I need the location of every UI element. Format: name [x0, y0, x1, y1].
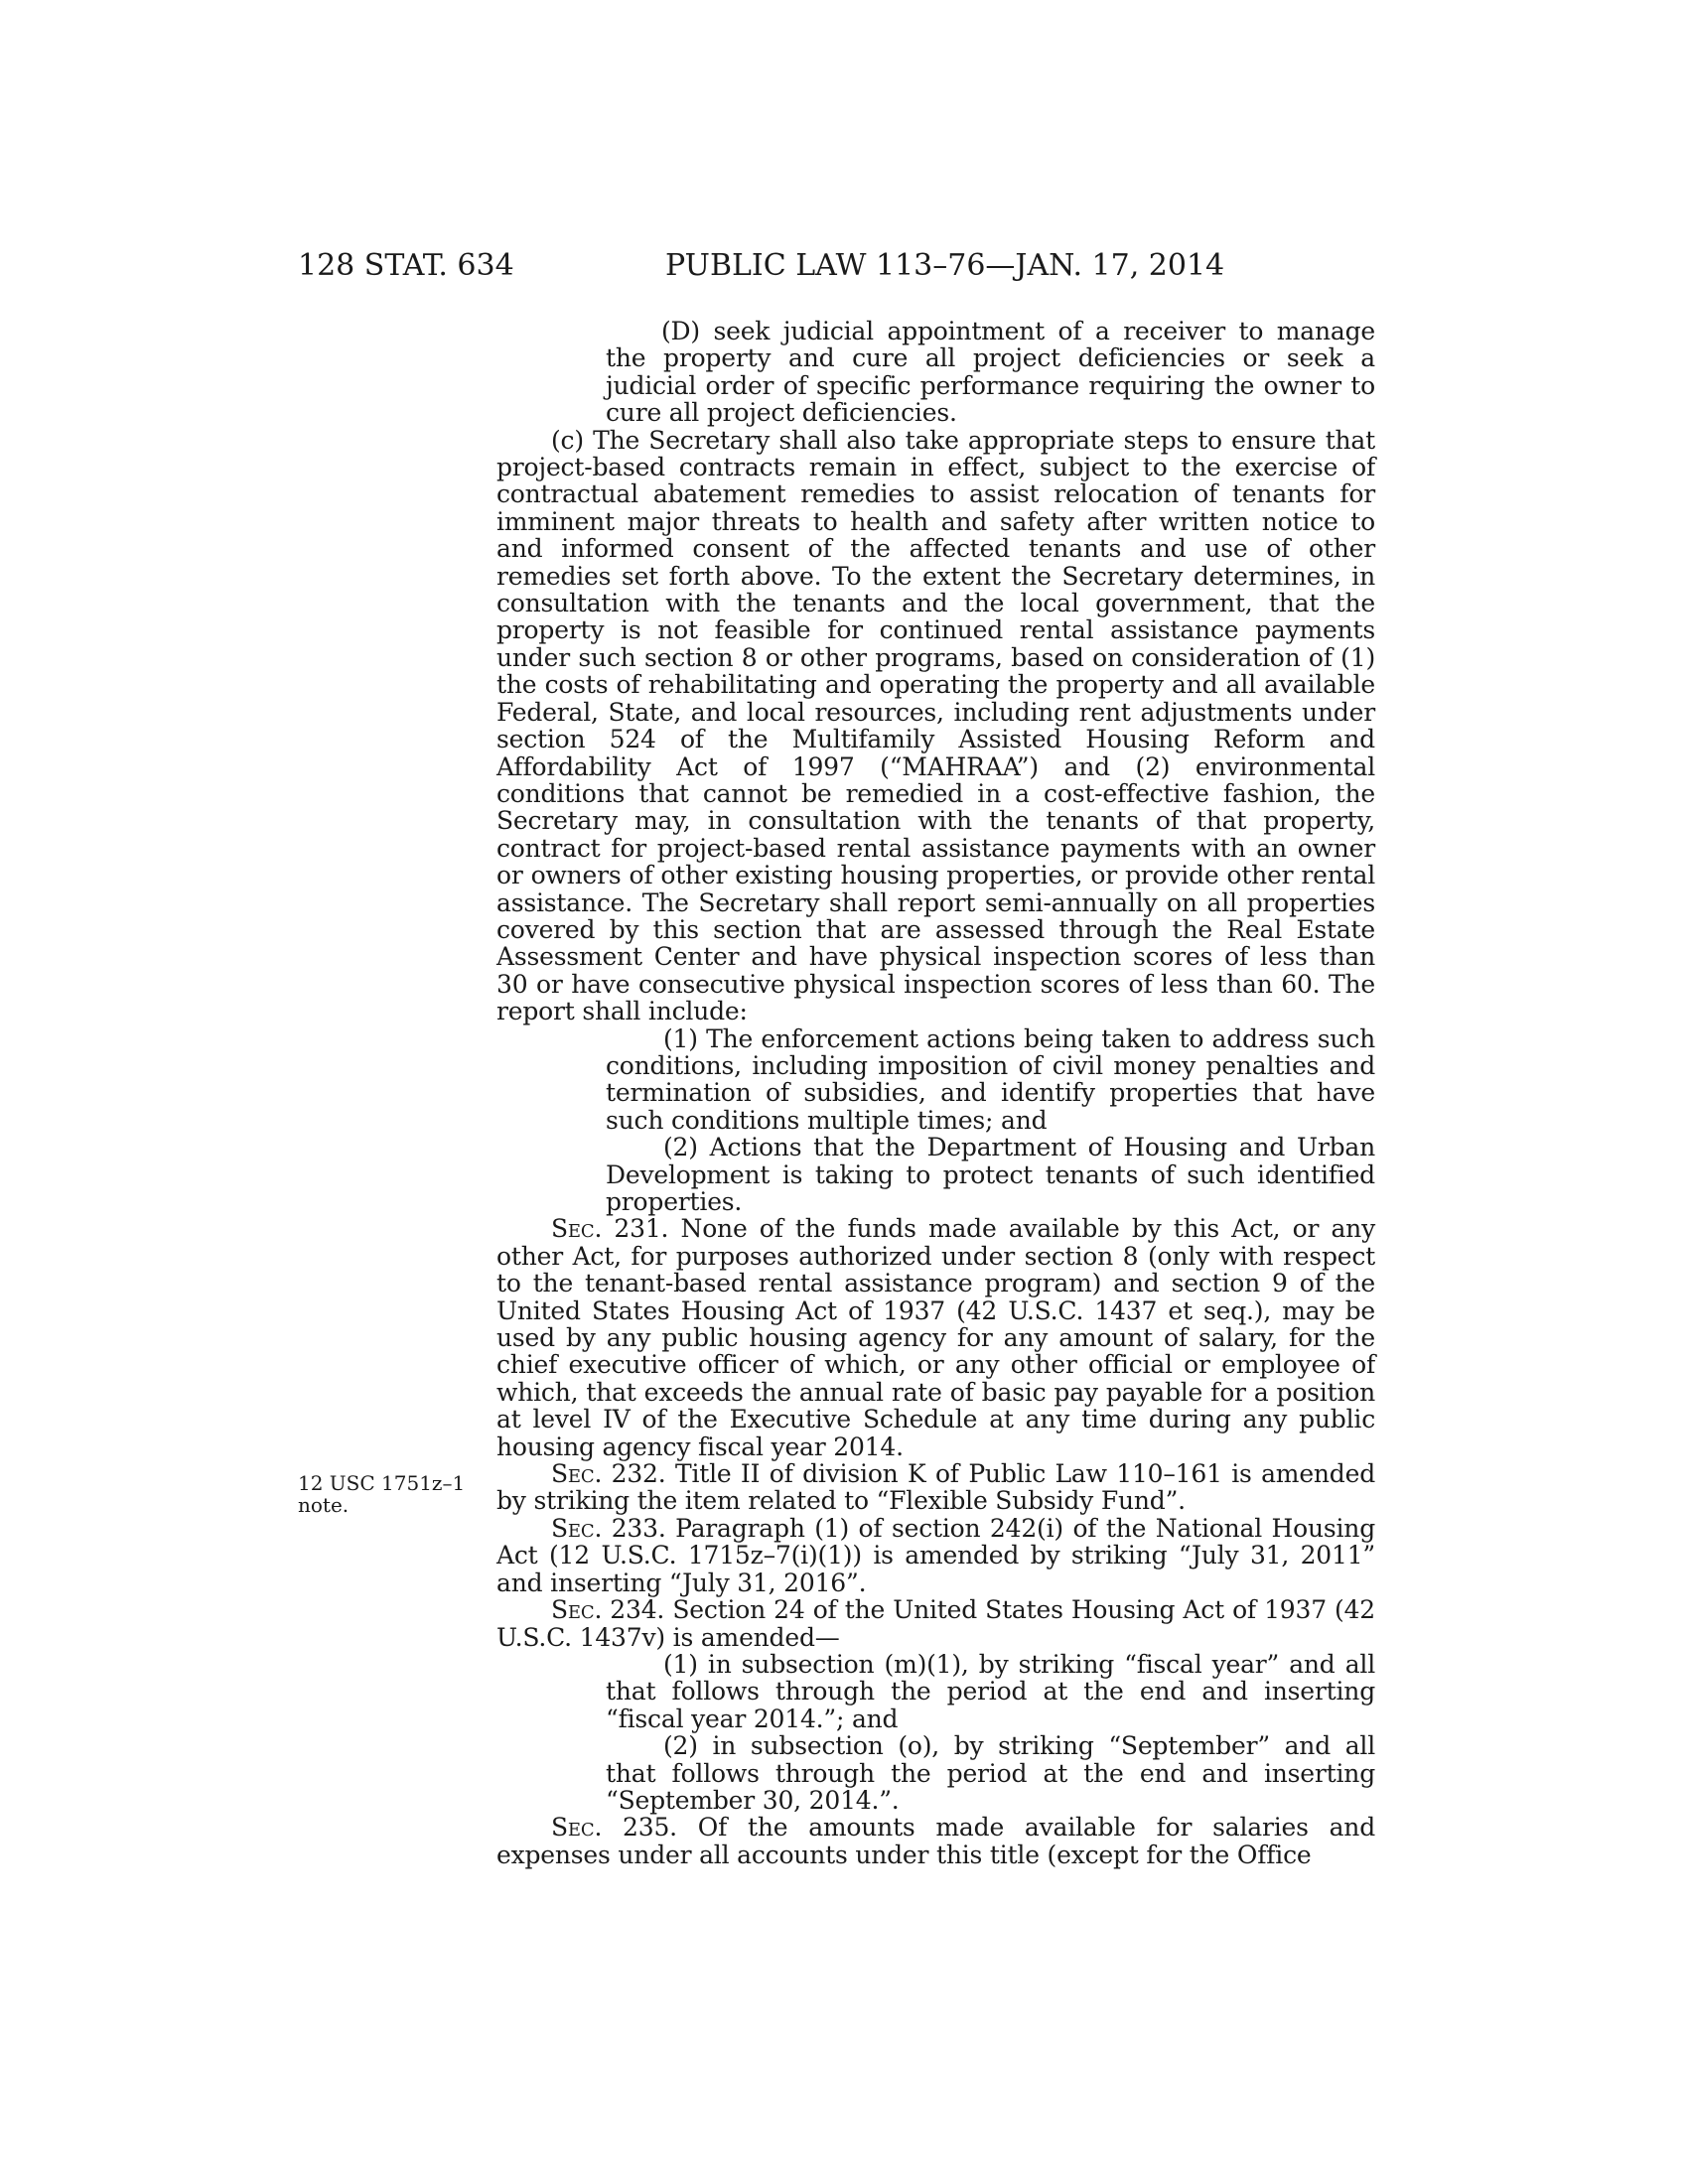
section-235-label: Sec. 235.: [551, 1813, 677, 1843]
section-233: [496, 1515, 1375, 1596]
section-234: [496, 1596, 1375, 1651]
margin-note-usc-citation: [298, 1472, 477, 1516]
statute-page-reference: 128 STAT. 634: [298, 248, 514, 283]
section-232-label: Sec. 232.: [551, 1459, 666, 1489]
paragraph-c: (c) The Secretary shall also take appropriate steps to ensure that project-based contracts remain in effect, subject to the exercise of contractual abatement remedies to assist relocation of tenants for imminent major threats to health and safety after written notice to and informed consent of the affected tenants and use of other remedies set forth above. To the extent the Secretary determines, in consultation with the tenants and the local government, that the property is not feasible for continued rental assistance payments under such section 8 or other programs, based on consideration of (1) the costs of rehabilitating and operating the property and all available Federal, State, and local resources, including rent adjustments under section 524 of the Multifamily Assisted Housing Reform and Affordability Act of 1997 (“MAHRAA”) and (2) environmental conditions that cannot be remedied in a cost-effective fashion, the Secretary may, in consultation with the tenants of that property, contract for project-based rental assistance payments with an owner or owners of other existing housing properties, or provide other rental assistance. The Secretary shall report semi-annually on all properties covered by this section that are assessed through the Real Estate Assessment Center and have physical inspection scores of less than 30 or have consecutive physical inspection scores of less than 60. The report shall include:: [496, 425, 1375, 1026]
section-231-text: None of the funds made available by this Act, or any other Act, for purposes authorized under section 8 (only with respect to the tenant-based rental assistance program) and section 9 of the United States Housing Act of 1937 (42 U.S.C. 1437 et seq.), may be used by any public housing agency for any amount of salary, for the chief executive officer of which, or any other official or employee of which, that exceeds the annual rate of basic pay payable for a position at level IV of the Executive Schedule at any time during any public housing agency fiscal year 2014.: [496, 1214, 1376, 1461]
section-235-text: Of the amounts made available for salaries and expenses under all accounts under this title (except for the Office: [496, 1813, 1375, 1869]
section-234-item-1: (1) in subsection (m)(1), by striking “fiscal year” and all that follows through the period at the end and inserting “fiscal year 2014.”; and: [606, 1649, 1375, 1733]
section-232-text: Title II of division K of Public Law 110–161 is amended by striking the item related to “Flexible Subsidy Fund”.: [496, 1459, 1376, 1516]
paragraph-d: (D) seek judicial appointment of a receiver to manage the property and cure all project deficiencies or seek a judicial order of specific performance requiring the owner to cure all project deficiencies.: [606, 317, 1375, 428]
section-233-text: Paragraph (1) of section 242(i) of the National Housing Act (12 U.S.C. 1715z–7(i)(1)) is amended by striking “July 31, 2011” and inserting “July 31, 2016”.: [496, 1513, 1376, 1597]
margin-note-suffix: note.: [298, 1493, 350, 1517]
margin-note-citation: 12 USC 1751z–1: [298, 1471, 466, 1495]
section-231: [496, 1215, 1375, 1460]
section-231-label: Sec. 231.: [551, 1214, 669, 1244]
public-law-title: PUBLIC LAW 113–76—JAN. 17, 2014: [665, 248, 1225, 283]
page-header: [298, 246, 1380, 286]
section-234-item-2: (2) in subsection (o), by striking “September” and all that follows through the period at the end and inserting “September 30, 2014.”.: [606, 1731, 1375, 1815]
statute-body-text: [496, 318, 1375, 1868]
section-234-text: Section 24 of the United States Housing Act of 1937 (42 U.S.C. 1437v) is amended—: [496, 1595, 1376, 1652]
section-232: [496, 1460, 1375, 1515]
section-235: [496, 1814, 1375, 1868]
section-234-label: Sec. 234.: [551, 1595, 665, 1625]
report-item-2: (2) Actions that the Department of Housing and Urban Development is taking to protect tenants of such identified properties.: [606, 1133, 1375, 1216]
section-233-label: Sec. 233.: [551, 1513, 666, 1543]
report-item-1: (1) The enforcement actions being taken to address such conditions, including imposition of civil money penalties and termination of subsidies, and identify properties that have such conditions multiple times; and: [606, 1024, 1375, 1135]
